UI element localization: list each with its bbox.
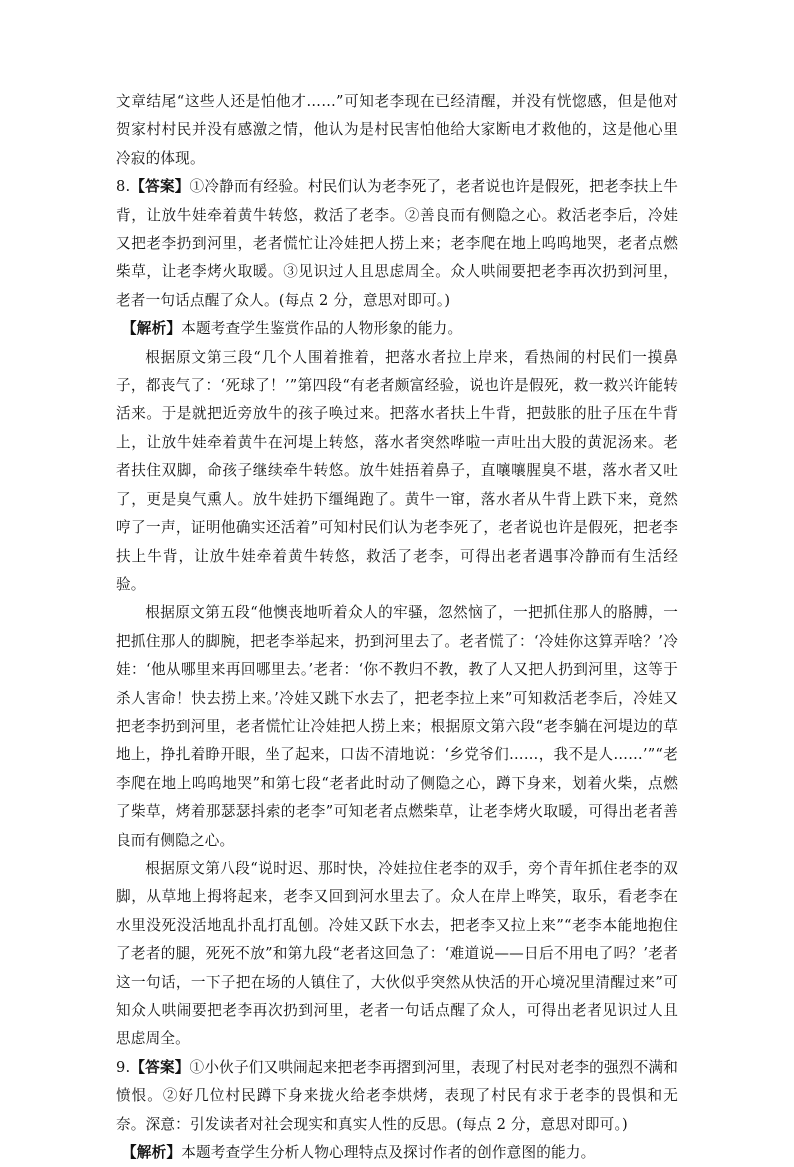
q9-analysis-text: 本题考查学生分析人物心理特点及探讨作者的创作意图的能力。: [181, 1144, 596, 1162]
document-page: [116, 88, 678, 1167]
q8-analysis: [116, 315, 678, 343]
q8-answer-label: 【答案】: [130, 178, 190, 196]
q8-answer: [116, 173, 678, 315]
q9-number: 9.: [116, 1058, 131, 1076]
q9-analysis: [116, 1139, 678, 1167]
q8-paragraph: 根据原文第八段“说时迟、那时快，冷娃拉住老李的双手，旁个青年抓住老李的双脚，从草地上拇将起来，老李又回到河水里去了。众人在岸上哗笑，取乐，看老李在水里没死没活地乱扑乱打乱刨。冷娃又跃下水去，把老李又拉上来”“老李本能地抱住了老者的腿，死死不放”和第九段“老者这回急了：‘难道说——日后不用电了吗？’老者这一句话，一下子把在场的人镇住了，大伙似乎突然从快活的开心境况里清醒过来”可知众人哄闹要把老李再次扔到河里，老者一句话点醒了众人，可得出老者见识过人且思虑周全。: [116, 859, 678, 1048]
q8-analysis-label: 【解析】: [122, 320, 182, 338]
q8-answer-text: ①冷静而有经验。村民们认为老李死了，老者说也许是假死，把老李扶上牛背，让放牛娃牵着黄牛转悠，救活了老李。②善良而有侧隐之心。救活老李后，冷娃又把老李扔到河里，老者慌忙让冷娃把人捞上来；老李爬在地上呜呜地哭，老者点燃柴草，让老李烤火取暖。③见识过人且思虑周全。众人哄闹要把老李再次扔到河里，老者一句话点醒了众人。(每点 2 分，意思对即可。): [116, 178, 678, 309]
paragraph-q7-conclusion: 文章结尾“这些人还是怕他才……”可知老李现在已经清醒，并没有恍惚感，但是他对贺家村村民并没有感激之情，他认为是村民害怕他给大家断电才救他的，这是他心里冷寂的体现。: [116, 93, 678, 167]
q8-analysis-text: 本题考查学生鉴赏作品的人物形象的能力。: [181, 320, 463, 338]
q8-paragraph: 根据原文第五段“他懊丧地听着众人的牢骚，忽然恼了，一把抓住那人的胳膊，一把抓住那人的脚腕，把老李举起来，扔到河里去了。老者慌了：‘冷娃你这算弄啥？’冷娃：‘他从哪里来再回哪里去。’老者：‘你不教归不教，教了人又把人扔到河里，这等于杀人害命！快去捞上来。’冷娃又跳下水去了，把老李拉上来”可知救活老李后，冷娃又把老李扔到河里，老者慌忙让冷娃把人捞上来；根据原文第六段“老李躺在河堤边的草地上，挣扎着睁开眼，坐了起来，口齿不清地说：‘乡党爷们……，我不是人……’”“老李爬在地上呜呜地哭”和第七段“老者此时动了侧隐之心，蹲下身来，划着火柴，点燃了柴草，烤着那瑟瑟抖索的老李”可知老者点燃柴草，让老李烤火取暖，可得出老者善良而有侧隐之心。: [116, 604, 678, 849]
q9-answer-text: ①小伙子们又哄闹起来把老李再摺到河里，表现了村民对老李的强烈不满和愤恨。②好几位村民蹲下身来拢火给老李烘烤，表现了村民有求于老李的畏惧和无奈。深意：引发读者对社会现实和真实人性的反思。(每点 2 分，意思对即可。): [116, 1058, 678, 1133]
q9-analysis-label: 【解析】: [122, 1144, 182, 1162]
q8-number: 8.: [116, 178, 131, 196]
q9-answer: [116, 1054, 678, 1139]
q9-answer-label: 【答案】: [130, 1058, 190, 1076]
q8-paragraph: 根据原文第三段“几个人围着推着，把落水者拉上岸来，看热闹的村民们一摸鼻子，都丧气了：‘死球了！’”第四段“有老者颇富经验，说也许是假死，救一救兴许能转活来。于是就把近旁放牛的孩子唤过来。把落水者扶上牛背，把鼓胀的肚子压在牛背上，让放牛娃牵着黄牛在河堤上转悠，落水者突然哗啦一声吐出大股的黄泥汤来。老者扶住双脚，命孩子继续牵牛转悠。放牛娃捂着鼻子，直嚷嚷腥臭不堪，落水者又吐了，更是臭气熏人。放牛娃扔下缰绳跑了。黄牛一窜，落水者从牛背上跌下来，竟然哼了一声，证明他确实还活着”可知村民们认为老李死了，老者说也许是假死，把老李扶上牛背，让放牛娃牵着黄牛转悠，救活了老李，可得出老者遇事冷静而有生活经验。: [116, 348, 678, 593]
